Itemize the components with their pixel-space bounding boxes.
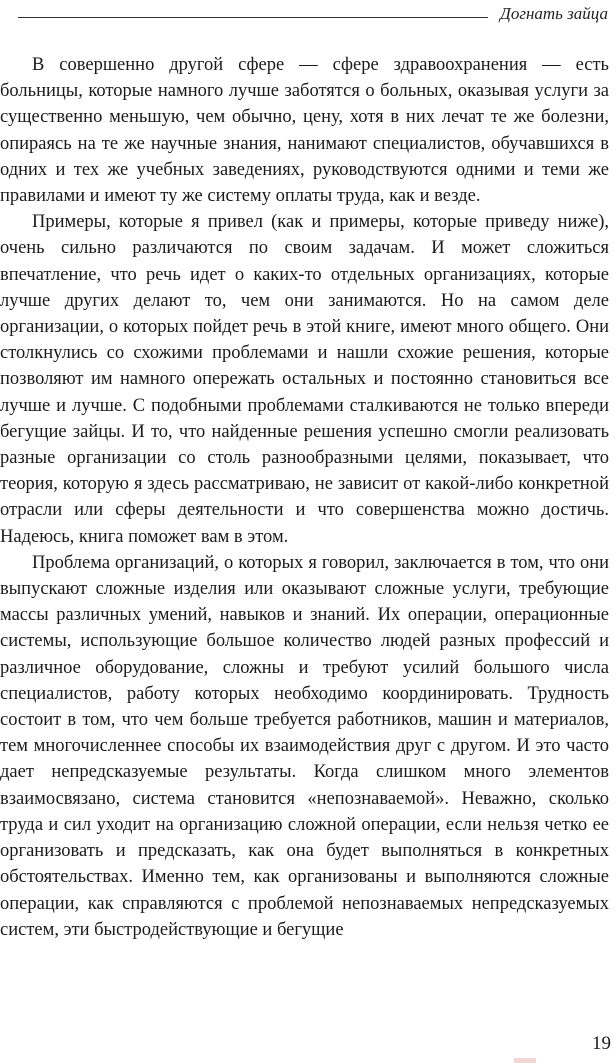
running-title: Догнать зайца [500,4,608,23]
page-number: 19 [592,1033,611,1054]
corner-mark [514,1058,536,1063]
paragraph: В совершенно другой сфере — сфере здравоохранения — есть больницы, которые намного лучше заботятся о больных, оказывая услуги за существенно меньшую, чем обычно, цену, хотя в них лечат те же болезни, опираясь на те же научные знания, нанимают специалистов, обучавшихся в одних и тех же учебных заведениях, руководствуются одними и теми же правилами и имеют ту же систему оплаты труда, как и везде. [0,55,609,207]
paragraph: Проблема организаций, о которых я говорил, заключается в том, что они выпускают сложные изделия или оказывают сложные услуги, требующие массы различных умений, навыков и знаний. Их операции, операционные системы, использующие большое количество людей разных профессий и различное оборудование, сложны и требуют усилий большого числа специалистов, работу которых необходимо координировать. Трудность состоит в том, что чем больше требуется работников, машин и материалов, тем многочисленнее способы их взаимодействия друг с другом. И это часто дает непредсказуемые результаты. Когда слишком много элементов взаимосвязано, система становится «непознаваемой». Неважно, сколько труда и сил уходит на организацию сложной операции, если нельзя четко ее организовать и предсказать, как она будет выполняться в конкретных обстоятельствах. Именно тем, как организованы и выполняются сложные операции, как справляются с проблемой непознаваемых непредсказуемых систем, эти быстродействующие и бегущие [0,552,609,940]
body-text [0,52,609,943]
running-header [0,4,612,26]
header-rule [18,17,488,18]
paragraph: Примеры, которые я привел (как и примеры, которые приведу ниже), очень сильно различаются по своим задачам. И может сложиться впечатление, что речь идет о каких-то отдельных организациях, которые лучше других делают то, чем они занимаются. Но на самом деле организации, о которых пойдет речь в этой книге, имеют много общего. Они столкнулись со схожими проблемами и нашли схожие решения, которые позволяют им намного опережать остальных и постоянно становиться все лучше и лучше. С подобными проблемами сталкиваются не только впереди бегущие зайцы. И то, что найденные решения успешно смогли реализовать разные организации со столь разнообразными целями, показывает, что теория, которую я здесь рассматриваю, не зависит от какой-либо конкретной отрасли или сферы деятельности и что совершенства можно достичь. Надеюсь, книга поможет вам в этом. [0,212,609,547]
